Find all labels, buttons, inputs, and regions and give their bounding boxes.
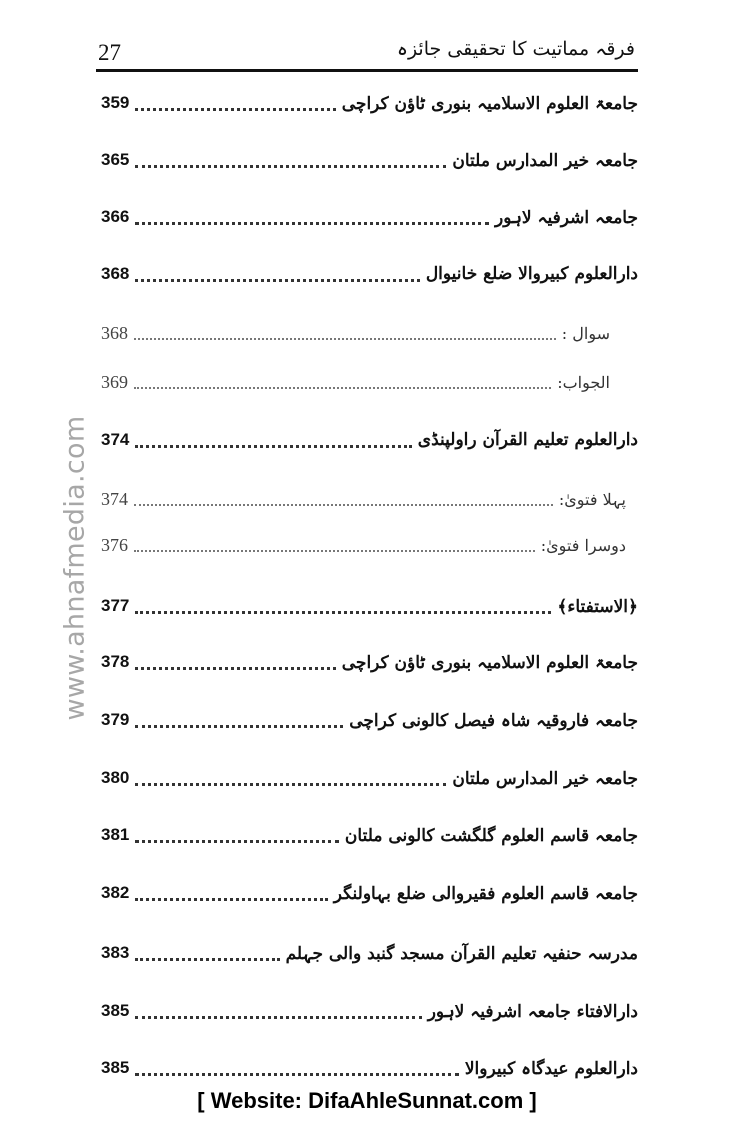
toc-entry[interactable]: [101, 200, 638, 234]
dot-leader: [134, 336, 556, 340]
toc-page-number: 385: [101, 1001, 130, 1020]
toc-entry[interactable]: [101, 818, 638, 852]
toc-title: جامعہ خیر المدارس ملتان: [452, 150, 638, 171]
dot-leader: [135, 723, 343, 728]
toc-title: مدرسہ حنفیہ تعلیم القرآن مسجد گنبد والی جہلم: [285, 943, 638, 964]
toc-page-number: 379: [101, 710, 130, 729]
website-footer: [ Website: DifaAhleSunnat.com ]: [197, 1088, 537, 1113]
toc-entry[interactable]: [101, 257, 638, 291]
toc-page-number: 359: [101, 93, 130, 112]
dot-leader: [135, 1014, 421, 1019]
toc-entry[interactable]: [101, 936, 638, 970]
toc-page-number: 368: [101, 264, 130, 283]
toc-entry[interactable]: [101, 86, 638, 120]
toc-title: دارالعلوم کبیروالا ضلع خانیوال: [425, 264, 638, 284]
toc-title: جامعہ فاروقیہ شاہ فیصل کالونی کراچی: [349, 710, 638, 731]
toc-subentry[interactable]: [101, 365, 638, 399]
toc-entry[interactable]: [101, 761, 638, 795]
dot-leader: [135, 106, 335, 111]
watermark: www.ahnafmedia.com: [59, 415, 91, 721]
toc-page-number: 378: [101, 652, 130, 671]
dot-leader: [135, 220, 489, 225]
toc-entry[interactable]: [101, 645, 638, 679]
toc-title: جامعہ قاسم العلوم فقیروالی ضلع بہاولنگر: [333, 883, 638, 904]
dot-leader: [135, 609, 551, 614]
toc-page-number: 385: [101, 1058, 130, 1077]
toc-title: دوسرا فتویٰ:: [540, 535, 626, 555]
toc-entry[interactable]: [101, 1051, 638, 1085]
toc-page-number: 366: [101, 207, 130, 226]
dot-leader: [134, 385, 551, 389]
toc-title: جامعۃ العلوم الاسلامیہ بنوری ٹاؤن کراچی: [341, 652, 638, 673]
toc-title: الجواب:: [557, 372, 610, 392]
toc-entry[interactable]: [101, 423, 638, 457]
toc-page-number: 368: [101, 322, 128, 343]
dot-leader: [135, 443, 411, 448]
toc-entry[interactable]: [101, 143, 638, 177]
dot-leader: [135, 163, 446, 168]
toc-page-number: 365: [101, 150, 130, 169]
header-rule: [96, 69, 638, 72]
toc-page-number: 380: [101, 768, 130, 787]
toc-title: ﴿الاستفتاء﴾: [557, 596, 638, 617]
toc-page-number: 374: [101, 488, 128, 509]
toc-entry[interactable]: [101, 876, 638, 910]
toc-entry[interactable]: [101, 589, 638, 623]
toc-title: دارالعلوم تعلیم القرآن راولپنڈی: [417, 430, 638, 450]
toc-page-number: 381: [101, 825, 130, 844]
toc-title: جامعۃ العلوم الاسلامیہ بنوری ٹاؤن کراچی: [341, 93, 638, 114]
toc-title: جامعہ قاسم العلوم گلگشت کالونی ملتان: [344, 825, 638, 846]
toc-title: جامعہ اشرفیہ لاہور: [494, 207, 638, 228]
toc-title: پہلا فتویٰ:: [558, 489, 626, 509]
dot-leader: [135, 1071, 458, 1076]
dot-leader: [134, 548, 535, 552]
toc-title: دارالعلوم عیدگاہ کبیروالا: [464, 1058, 638, 1079]
toc-title: دارالافتاء جامعہ اشرفیہ لاہور: [427, 1001, 638, 1022]
toc-subentry[interactable]: [101, 482, 638, 516]
dot-leader: [135, 956, 279, 961]
page-number: 27: [98, 40, 121, 65]
toc-page-number: 369: [101, 371, 128, 392]
toc-page-number: 376: [101, 534, 128, 555]
dot-leader: [135, 781, 446, 786]
toc-title: سوال :: [561, 323, 610, 343]
toc-page-number: 383: [101, 943, 130, 962]
toc-entry[interactable]: [101, 703, 638, 737]
dot-leader: [134, 502, 553, 506]
toc-subentry[interactable]: [101, 528, 638, 562]
toc-page-number: 377: [101, 596, 130, 615]
book-title: فرقہ مماتیت کا تحقیقی جائزہ: [396, 38, 635, 60]
toc-subentry[interactable]: [101, 316, 638, 350]
page-header: [95, 36, 635, 70]
toc-page-number: 382: [101, 883, 130, 902]
toc-title: جامعہ خیر المدارس ملتان: [452, 768, 638, 789]
dot-leader: [135, 277, 419, 282]
toc-page-number: 374: [101, 430, 130, 449]
dot-leader: [135, 838, 339, 843]
dot-leader: [135, 896, 327, 901]
dot-leader: [135, 665, 335, 670]
toc-entry[interactable]: [101, 994, 638, 1028]
